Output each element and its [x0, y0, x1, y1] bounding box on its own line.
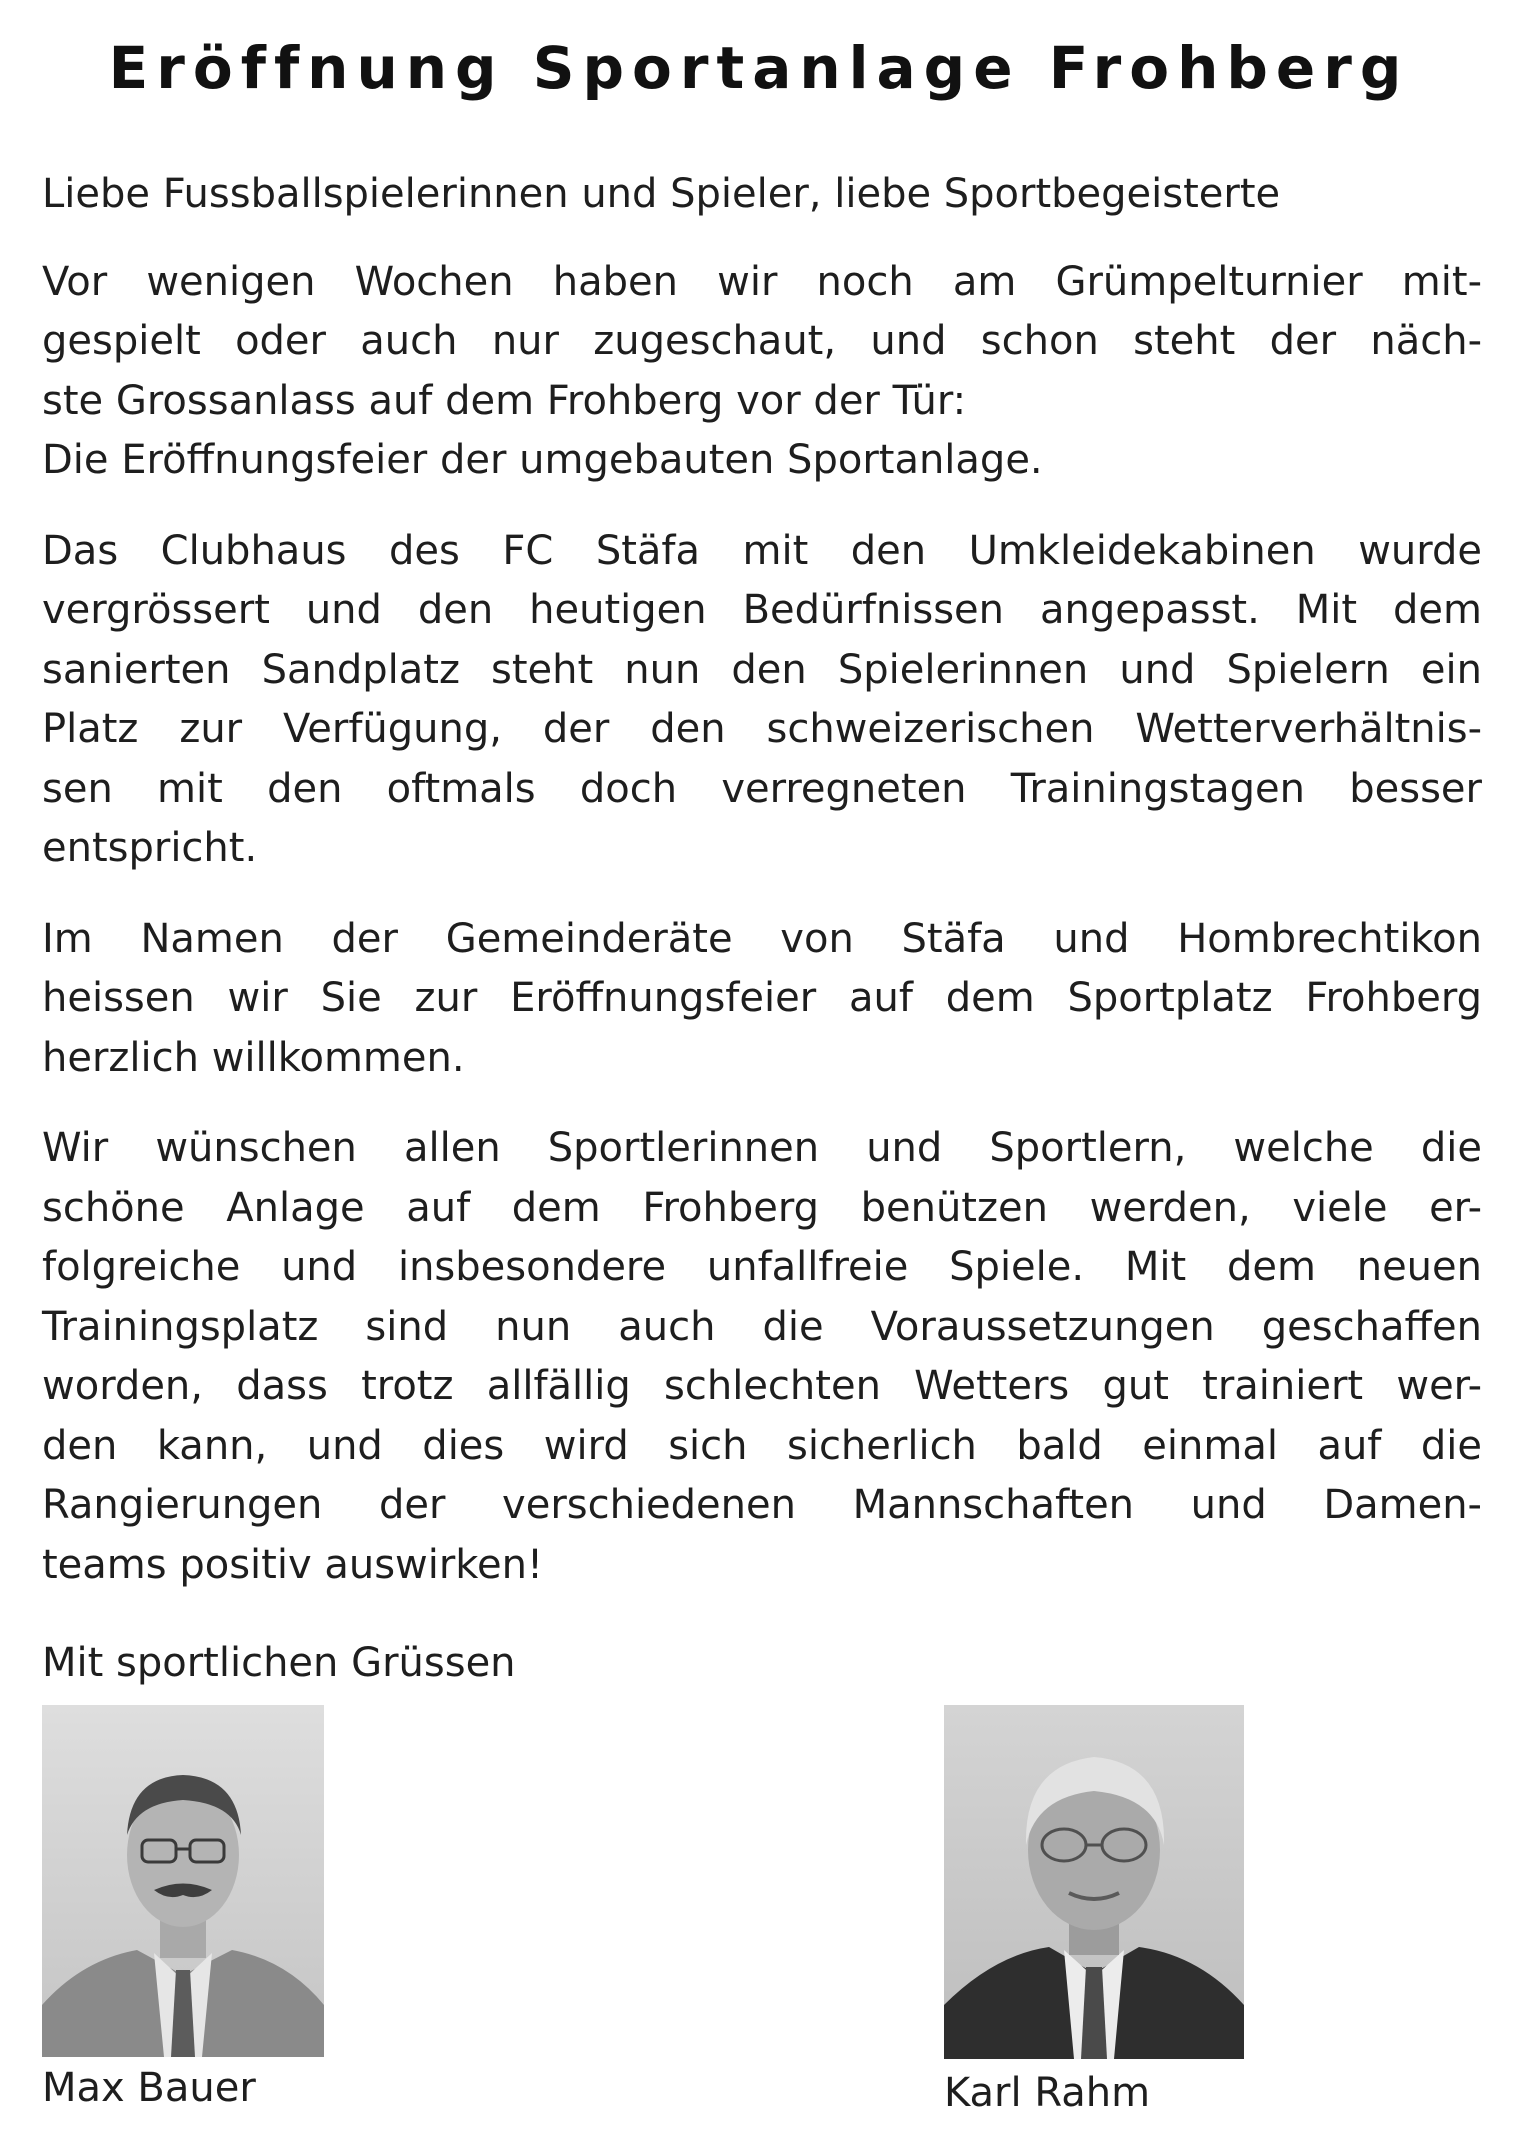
paragraph-line: Trainingsplatz sind nun auch die Voraussetzungen geschaffen	[42, 1303, 1482, 1350]
portrait-image	[42, 1705, 324, 2057]
paragraph-3	[42, 910, 1482, 1089]
paragraph-line: Im Namen der Gemeinderäte von Stäfa und Hombrechtikon	[42, 915, 1482, 962]
paragraph-4	[42, 1119, 1482, 1595]
paragraph-line: Platz zur Verfügung, der den schweizerischen Wetterverhältnis-	[42, 706, 1482, 752]
paragraph-line: entspricht.	[42, 825, 258, 871]
portrait-photo-max-bauer	[42, 1705, 324, 2057]
paragraph-line: sanierten Sandplatz steht nun den Spielerinnen und Spielern ein	[42, 646, 1482, 693]
paragraph-line: teams positiv auswirken!	[42, 1541, 544, 1588]
paragraph-line: Vor wenigen Wochen haben wir noch am Grümpelturnier mit-	[42, 258, 1482, 305]
closing-greeting: Mit sportlichen Grüssen	[42, 1640, 516, 1686]
paragraph-2	[42, 522, 1482, 879]
paragraph-line: herzlich willkommen.	[42, 1034, 465, 1081]
salutation: Liebe Fussballspielerinnen und Spieler, liebe Sportbegeisterte	[42, 171, 1281, 217]
paragraph-line: heissen wir Sie zur Eröffnungsfeier auf dem Sportplatz Frohberg	[42, 975, 1482, 1021]
portrait-image	[944, 1705, 1244, 2059]
paragraph-line: vergrössert und den heutigen Bedürfnissen angepasst. Mit dem	[42, 587, 1482, 633]
letter-body	[42, 165, 1482, 1626]
paragraph-line: ste Grossanlass auf dem Frohberg vor der Tür:	[42, 377, 967, 424]
paragraph-line: folgreiche und insbesondere unfallfreie Spiele. Mit dem neuen	[42, 1244, 1482, 1290]
portrait-photo-karl-rahm	[944, 1705, 1244, 2059]
document-title: Eröffnung Sportanlage Frohberg	[108, 34, 1410, 102]
signatory-name: Max Bauer	[42, 2065, 256, 2111]
paragraph-line: worden, dass trotz allfällig schlechten Wetters gut trainiert wer-	[42, 1363, 1482, 1409]
signatory-name: Karl Rahm	[944, 2070, 1151, 2116]
paragraph-line: sen mit den oftmals doch verregneten Trainingstagen besser	[42, 765, 1482, 812]
paragraph-line: gespielt oder auch nur zugeschaut, und schon steht der näch-	[42, 318, 1482, 364]
paragraph-line: Das Clubhaus des FC Stäfa mit den Umkleidekabinen wurde	[42, 527, 1482, 574]
paragraph-line: schöne Anlage auf dem Frohberg benützen werden, viele er-	[42, 1184, 1482, 1231]
paragraph-line: Die Eröffnungsfeier der umgebauten Sportanlage.	[42, 437, 1043, 483]
paragraph-line: Rangierungen der verschiedenen Mannschaften und Damen-	[42, 1482, 1482, 1528]
paragraph-1	[42, 253, 1482, 491]
paragraph-line: Wir wünschen allen Sportlerinnen und Sportlern, welche die	[42, 1125, 1482, 1171]
paragraph-line: den kann, und dies wird sich sicherlich bald einmal auf die	[42, 1422, 1482, 1469]
